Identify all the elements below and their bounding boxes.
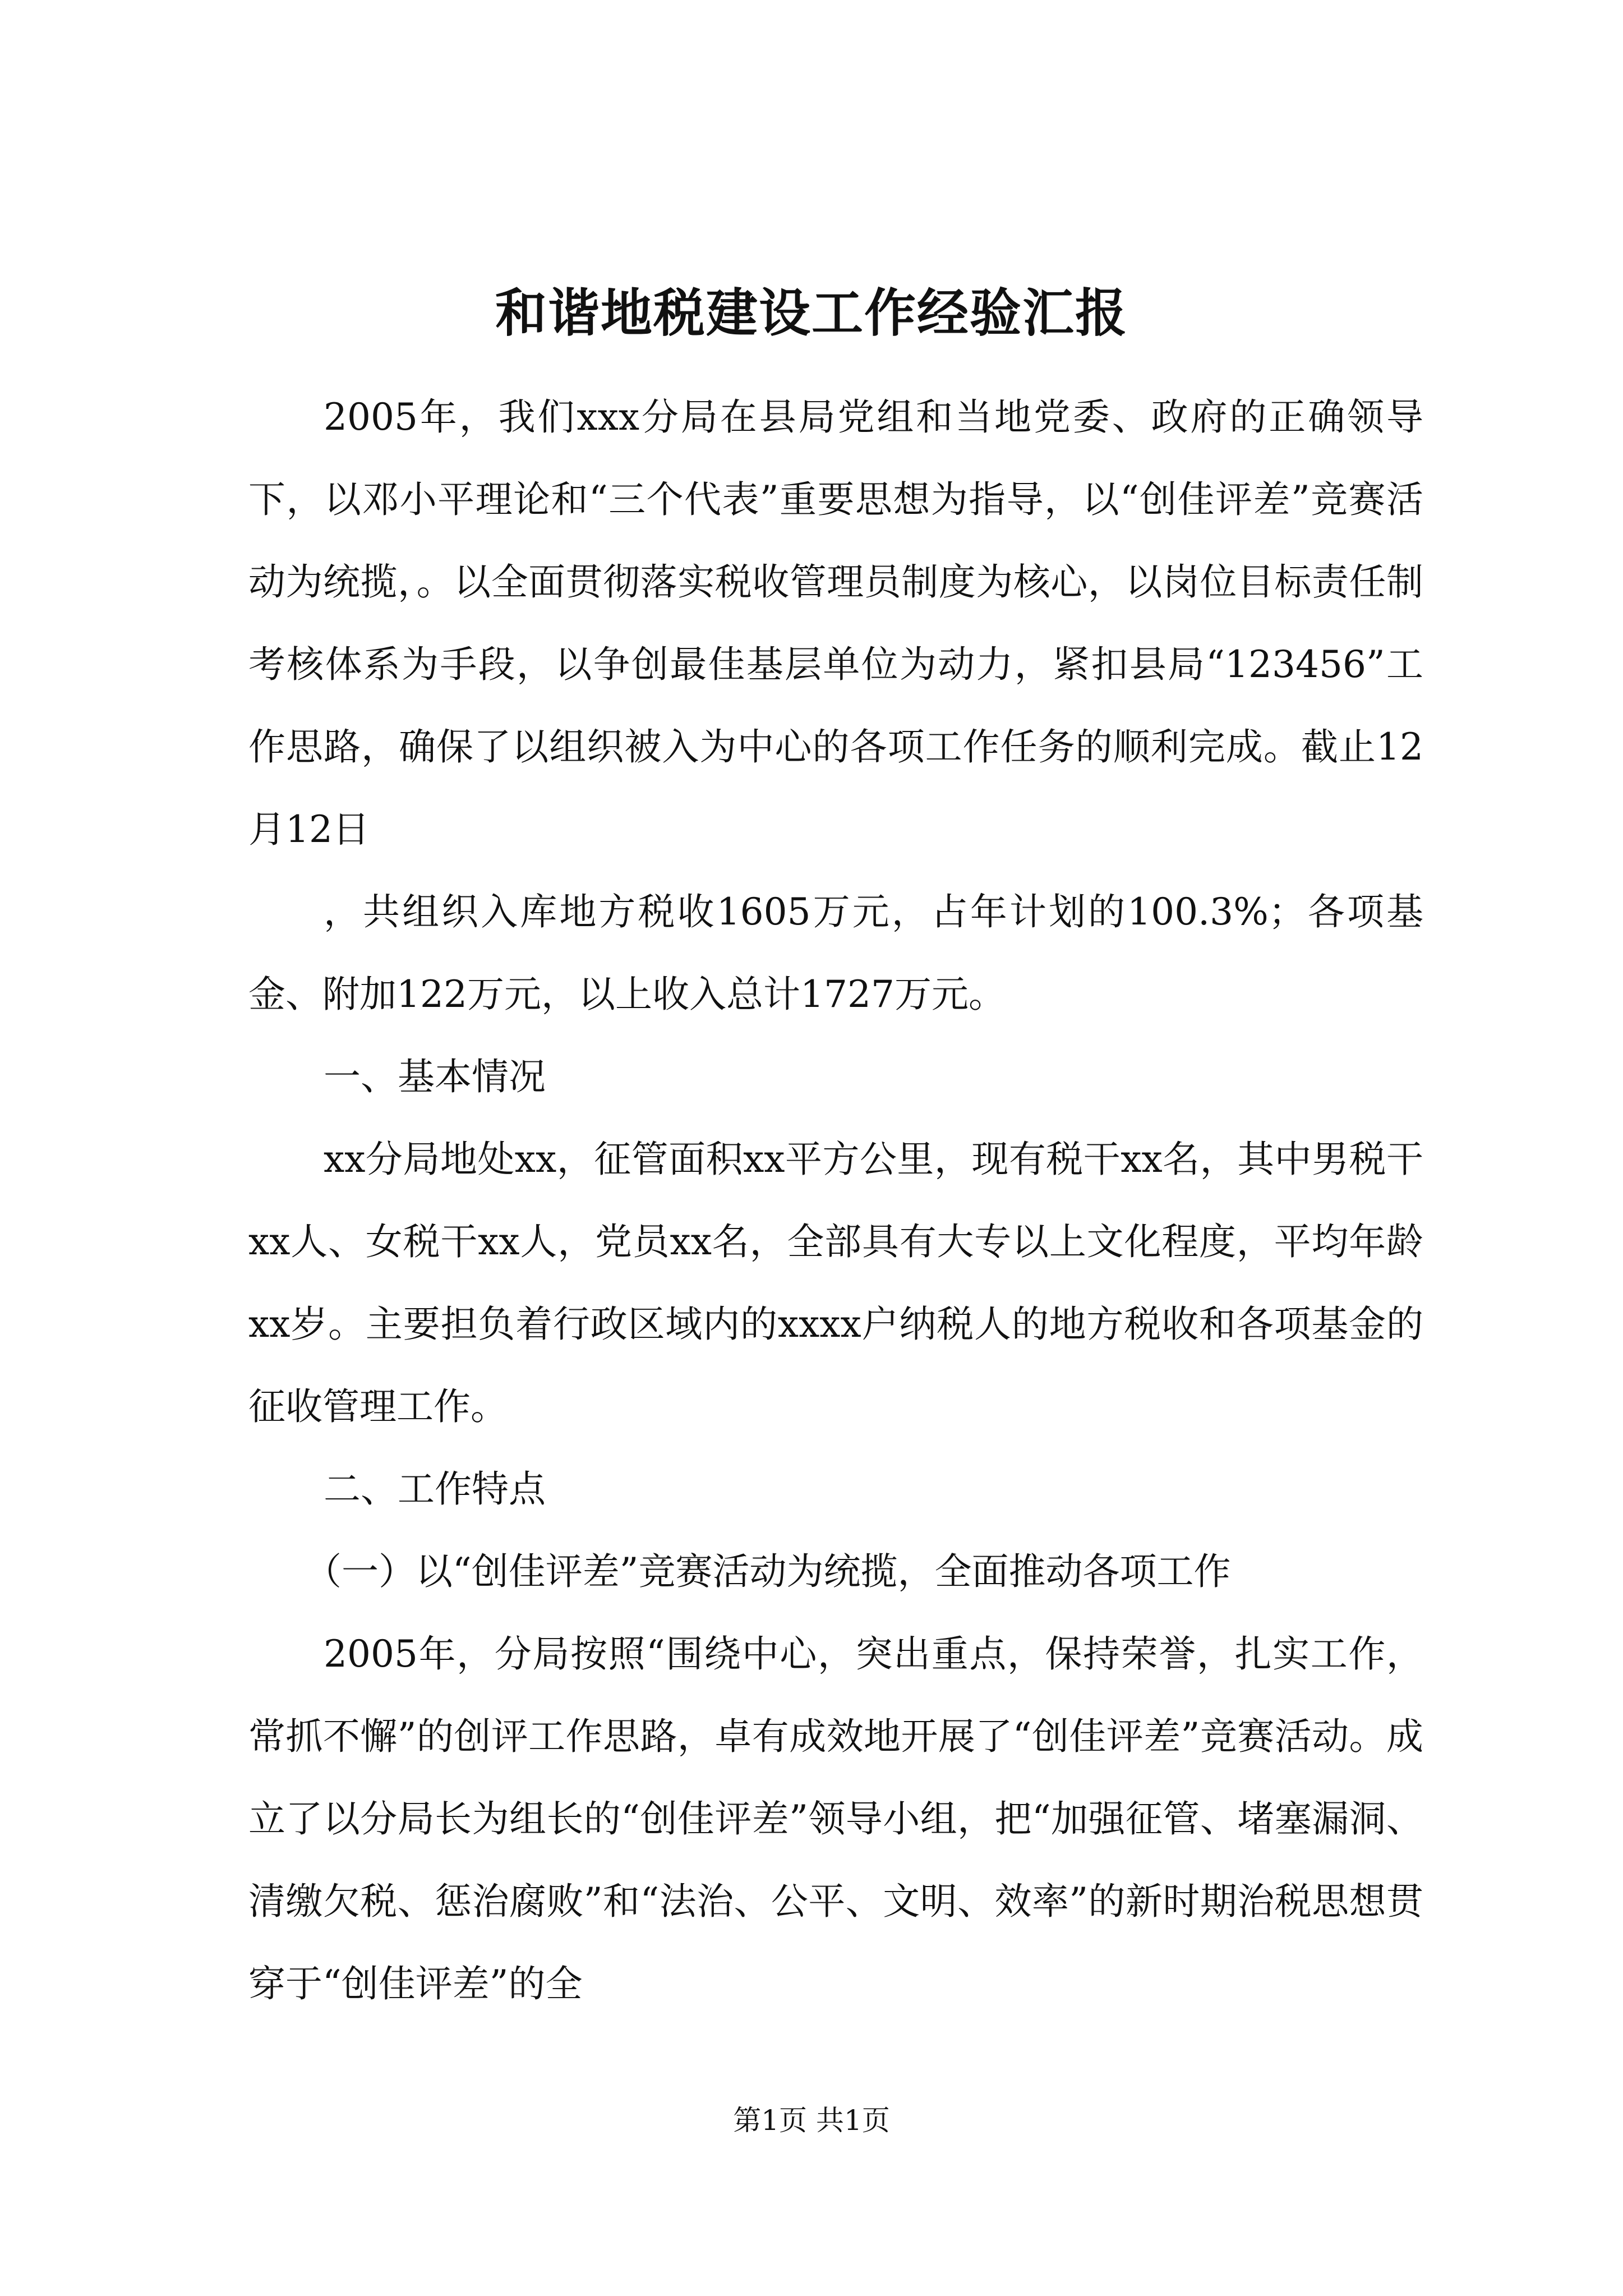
section-heading-work-features: 二、工作特点	[324, 1467, 546, 1511]
paragraph-intro: 2005年，我们xxx分局在县局党组和当地党委、政府的正确领导下，以邓小平理论和“三个代表”重要思想为指导，以“创佳评差”竞赛活动为统揽，。以全面贯彻落实税收管理员制度为核心，以岗位目标责任制考核体系为手段，以争创最佳基层单位为动力，紧扣县局“123456”工作思路，确保了以组织被入为中心的各项工作任务的顺利完成。截止12月12日	[248, 395, 1423, 851]
paragraph-revenue: ，共组织入库地方税收1605万元，占年计划的100.3%；各项基金、附加122万元，以上收入总计1727万元。	[248, 890, 1423, 1016]
subsection-heading-1: （一）以“创佳评差”竞赛活动为统揽，全面推动各项工作	[305, 1550, 1231, 1593]
paragraph-basic-info: xx分局地处xx，征管面积xx平方公里，现有税干xx名，其中男税干xx人、女税干xx人，党员xx名，全部具有大专以上文化程度，平均年龄xx岁。主要担负着行政区域内的xxxx户纳税人的地方税收和各项基金的征收管理工作。	[248, 1138, 1423, 1428]
page-footer: 第1页 共1页	[733, 2104, 890, 2137]
document-title: 和谐地税建设工作经验汇报	[495, 283, 1128, 343]
paragraph-work-features: 2005年，分局按照“围绕中心，突出重点，保持荣誉，扎实工作，常抓不懈”的创评工作思路，卓有成效地开展了“创佳评差”竞赛活动。成立了以分局长为组长的“创佳评差”领导小组，把“加强征管、堵塞漏洞、清缴欠税、惩治腐败”和“法治、公平、文明、效率”的新时期治税思想贯穿于“创佳评差”的全	[248, 1632, 1423, 2005]
section-heading-basic-info: 一、基本情况	[324, 1055, 546, 1098]
document-body	[248, 376, 1423, 2025]
